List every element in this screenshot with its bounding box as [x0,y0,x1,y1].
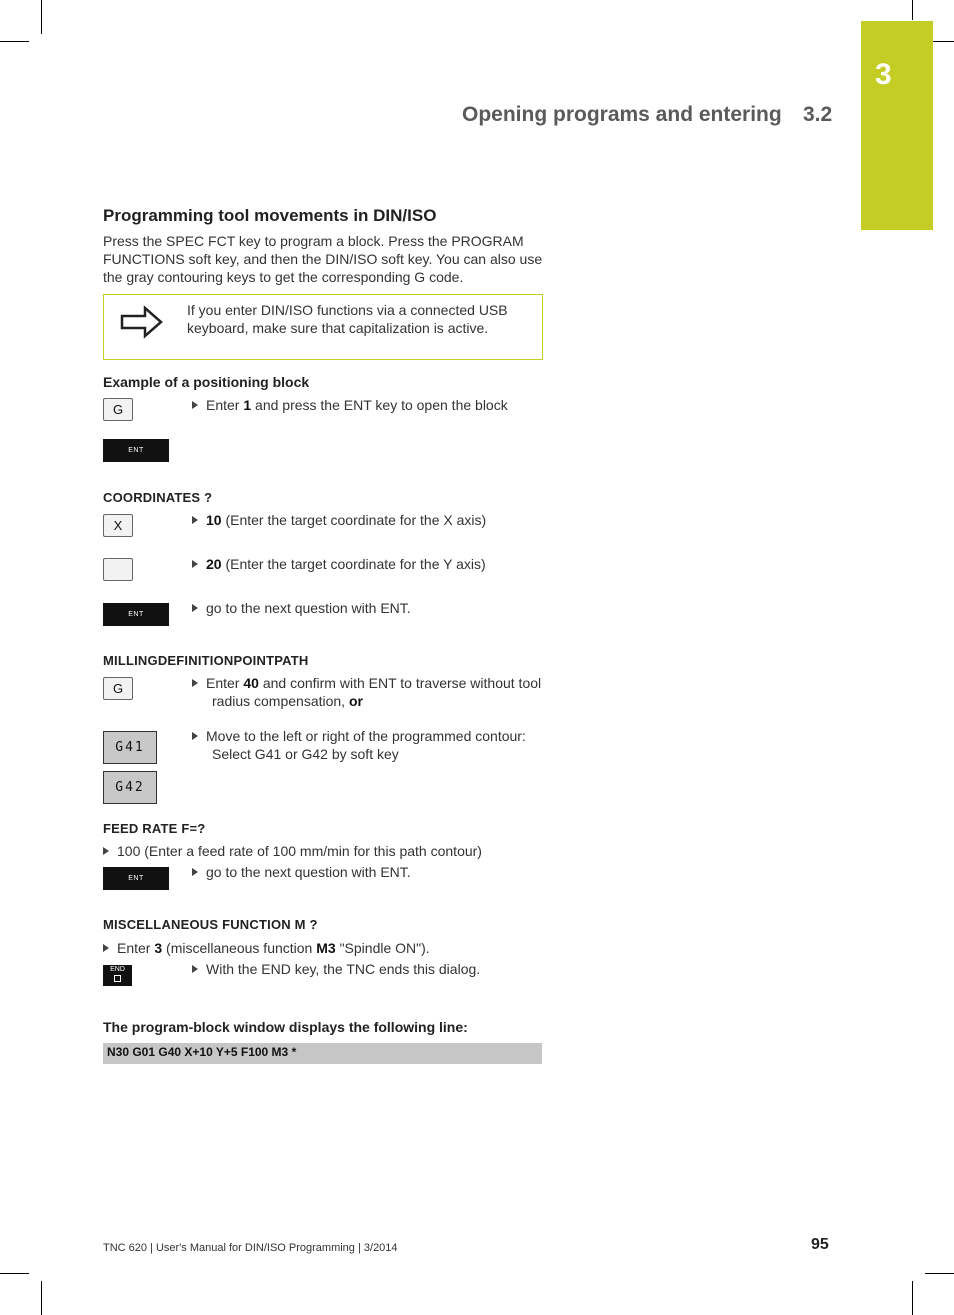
note-text: If you enter DIN/ISO functions via a connected USB keyboard, make sure that capitalization is active. [187,302,508,336]
section-title: Programming tool movements in DIN/ISO [103,206,437,225]
running-header-section: 3.2 [803,103,833,126]
step-select-compensation: Move to the left or right of the programmed contour: Select G41 or G42 by soft key [192,727,542,763]
step-end-dialog: With the END key, the TNC ends this dialog. [192,960,542,978]
page-number: 95 [811,1236,829,1253]
running-header-title: Opening programs and entering [462,103,782,126]
end-key: END [103,965,132,986]
y-key [103,558,133,581]
bullet-triangle-icon [192,679,198,687]
step-next-question-2: go to the next question with ENT. [192,863,542,881]
crop-mark [0,1273,29,1274]
note-box [103,294,543,360]
bullet-triangle-icon [192,965,198,973]
step-enter-3: Enter 3 (miscellaneous function M3 "Spindle ON"). [103,939,543,957]
g41-softkey: G41 [103,731,157,764]
result-title: The program-block window displays the following line: [103,1019,468,1035]
g-key: G [103,677,133,700]
intro-paragraph: Press the SPEC FCT key to program a block. Press the PROGRAM FUNCTIONS soft key, and then the DIN/ISO soft key. You can also use the gray contouring keys to get the corresponding G code. [103,233,543,285]
bullet-triangle-icon [103,847,109,855]
bullet-triangle-icon [103,944,109,952]
arrow-right-icon [120,305,164,339]
step-next-question: go to the next question with ENT. [192,599,542,617]
x-key: X [103,514,133,537]
bullet-triangle-icon [192,604,198,612]
step-y-coordinate: 20 (Enter the target coordinate for the Y axis) [192,555,542,573]
bullet-triangle-icon [192,516,198,524]
dialog-heading-misc-function: MISCELLANEOUS FUNCTION M ? [103,917,318,932]
crop-mark [0,41,29,42]
step-enter-40: Enter 40 and confirm with ENT to traverse without tool radius compensation, or [192,674,542,710]
code-line [103,1043,542,1064]
bullet-triangle-icon [192,868,198,876]
crop-mark [925,1273,954,1274]
chapter-tab [861,21,933,230]
ent-key: ENT [103,867,169,890]
step-enter-1: Enter 1 and press the ENT key to open the block [192,396,542,414]
bullet-triangle-icon [192,401,198,409]
step-feed-rate: 100 (Enter a feed rate of 100 mm/min for this path contour) [103,842,543,860]
dialog-heading-feed-rate: FEED RATE F=? [103,821,206,836]
footer-text: TNC 620 | User's Manual for DIN/ISO Programming | 3/2014 [103,1242,398,1254]
g42-softkey: G42 [103,771,157,804]
bullet-triangle-icon [192,560,198,568]
chapter-number: 3 [875,58,892,91]
bullet-triangle-icon [192,732,198,740]
dialog-heading-coordinates: COORDINATES ? [103,490,213,505]
crop-mark [912,1281,913,1315]
end-square-icon [114,975,121,982]
code-text: N30 G01 G40 X+10 Y+5 F100 M3 * [107,1045,297,1059]
example-title: Example of a positioning block [103,374,310,390]
crop-mark [41,0,42,34]
ent-key: ENT [103,603,169,626]
ent-key: ENT [103,439,169,462]
crop-mark [41,1281,42,1315]
step-x-coordinate: 10 (Enter the target coordinate for the X axis) [192,511,542,529]
g-key: G [103,398,133,421]
dialog-heading-milling: MILLINGDEFINITIONPOINTPATH [103,653,309,668]
crop-mark [912,0,913,20]
